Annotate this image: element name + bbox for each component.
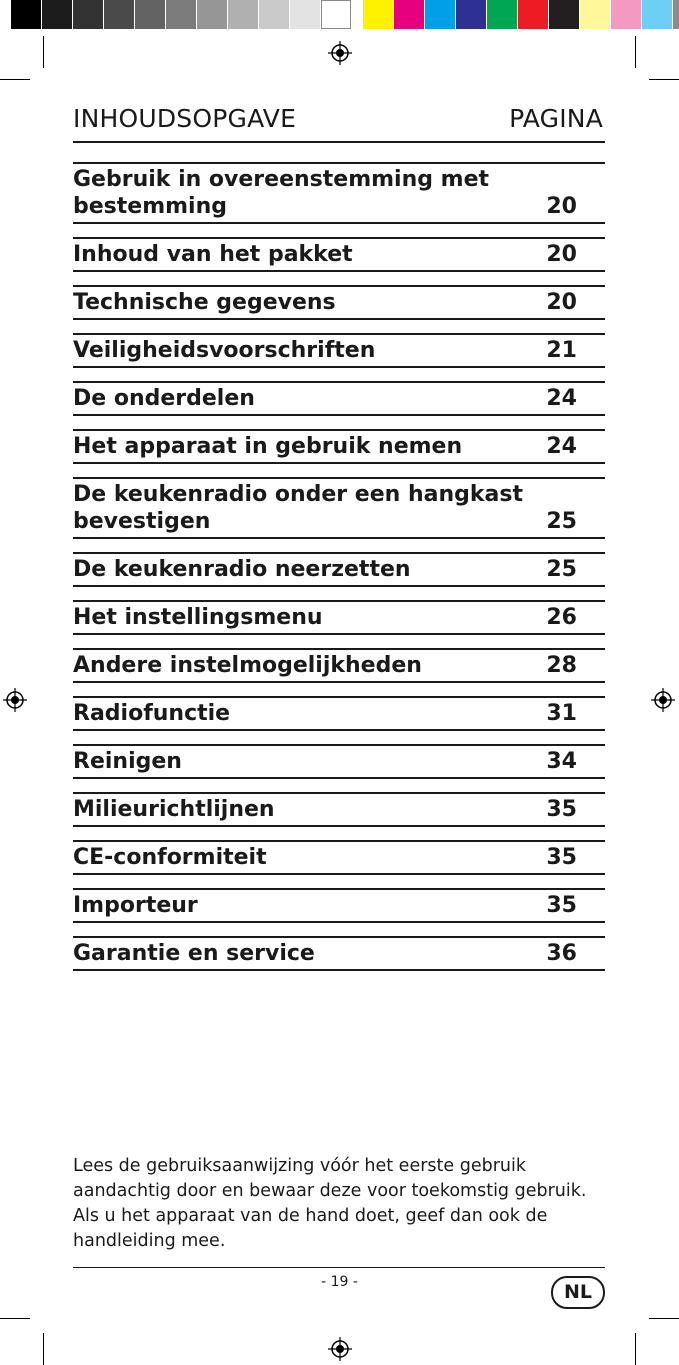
registration-mark-icon <box>328 1337 352 1361</box>
toc-entry-page: 25 <box>546 557 577 582</box>
toc-entry <box>73 429 605 464</box>
toc-entry-page: 24 <box>546 434 577 459</box>
color-swatch <box>11 0 42 29</box>
color-swatch <box>363 0 394 29</box>
toc-entry <box>73 936 605 971</box>
crop-mark <box>0 1318 30 1319</box>
page-number: - 19 - <box>321 1274 358 1290</box>
color-swatch <box>166 0 197 29</box>
crop-mark <box>43 1333 44 1365</box>
instruction-note: Lees de gebruiksaanwijzing vóór het eerste gebruik aandachtig door en bewaar deze voor toekomstig gebruik. Als u het apparaat van de hand doet, geef dan ook de handleiding mee. <box>73 1155 587 1251</box>
color-swatch <box>549 0 580 29</box>
color-swatch <box>673 0 679 29</box>
toc-entry-page: 35 <box>546 797 577 822</box>
toc-heading: INHOUDSOPGAVE <box>73 104 297 133</box>
process-color-swatches <box>363 0 679 31</box>
crop-mark <box>635 1333 636 1365</box>
color-swatch <box>42 0 73 29</box>
toc-entry-page: 28 <box>546 653 577 678</box>
crop-mark <box>0 79 30 80</box>
toc-entry <box>73 162 605 224</box>
color-swatch <box>197 0 228 29</box>
toc-entry <box>73 333 605 368</box>
registration-mark-icon <box>651 688 675 712</box>
toc-entry-title: Het instellingsmenu <box>73 605 323 630</box>
page-column-heading: PAGINA <box>509 104 603 133</box>
color-swatch <box>73 0 104 29</box>
color-swatch <box>487 0 518 29</box>
toc-entry-title: De keukenradio onder een hangkast bevestigen <box>73 482 523 534</box>
toc-entry-title: Radiofunctie <box>73 701 231 726</box>
toc-entry <box>73 285 605 320</box>
color-swatch <box>394 0 425 29</box>
color-swatch <box>456 0 487 29</box>
color-swatch <box>580 0 611 29</box>
toc-entry-title: Reinigen <box>73 749 182 774</box>
color-swatch <box>290 0 321 29</box>
toc-entry-page: 20 <box>546 194 577 219</box>
registration-mark-icon <box>328 41 352 65</box>
footer-divider <box>73 1267 605 1268</box>
crop-mark <box>649 79 679 80</box>
toc-entry-page: 36 <box>546 941 577 966</box>
toc-entry <box>73 600 605 635</box>
crop-mark <box>43 36 44 68</box>
header-divider <box>73 141 605 143</box>
toc-entry-page: 25 <box>546 509 577 534</box>
color-swatch <box>228 0 259 29</box>
table-of-contents <box>73 162 605 984</box>
color-swatch <box>104 0 135 29</box>
color-swatch <box>518 0 549 29</box>
toc-entry <box>73 648 605 683</box>
toc-entry <box>73 477 605 539</box>
toc-entry <box>73 744 605 779</box>
grey-swatches <box>11 0 351 31</box>
toc-entry <box>73 792 605 827</box>
toc-entry <box>73 840 605 875</box>
toc-entry-title: CE-conformiteit <box>73 845 267 870</box>
toc-entry-title: Andere instelmogelijkheden <box>73 653 422 678</box>
crop-mark <box>635 36 636 68</box>
color-swatch <box>135 0 166 29</box>
color-swatch <box>259 0 290 29</box>
toc-entry-page: 35 <box>546 845 577 870</box>
toc-entry <box>73 888 605 923</box>
toc-entry-page: 21 <box>546 338 577 363</box>
toc-entry-title: Inhoud van het pakket <box>73 242 353 267</box>
toc-entry-page: 24 <box>546 386 577 411</box>
toc-entry-page: 31 <box>546 701 577 726</box>
toc-entry-page: 34 <box>546 749 577 774</box>
color-calibration-bar <box>11 0 679 31</box>
toc-entry-title: De onderdelen <box>73 386 255 411</box>
toc-entry-title: Importeur <box>73 893 198 918</box>
toc-entry-title: Milieurichtlijnen <box>73 797 275 822</box>
toc-entry-page: 26 <box>546 605 577 630</box>
registration-mark-icon <box>3 688 27 712</box>
toc-entry-title: Het apparaat in gebruik nemen <box>73 434 463 459</box>
color-swatch <box>321 0 351 29</box>
language-badge: NL <box>551 1276 605 1309</box>
toc-entry-page: 35 <box>546 893 577 918</box>
toc-entry <box>73 552 605 587</box>
toc-entry-title: De keukenradio neerzetten <box>73 557 411 582</box>
color-swatch <box>642 0 673 29</box>
toc-entry-title: Technische gegevens <box>73 290 336 315</box>
color-swatch <box>425 0 456 29</box>
crop-mark <box>649 1318 679 1319</box>
toc-entry <box>73 381 605 416</box>
toc-entry-title: Garantie en service <box>73 941 315 966</box>
toc-entry-title: Veiligheidsvoorschriften <box>73 338 376 363</box>
toc-entry <box>73 696 605 731</box>
toc-entry <box>73 237 605 272</box>
toc-entry-title: Gebruik in overeenstemming met bestemming <box>73 167 490 219</box>
color-swatch <box>611 0 642 29</box>
toc-entry-page: 20 <box>546 242 577 267</box>
toc-entry-page: 20 <box>546 290 577 315</box>
